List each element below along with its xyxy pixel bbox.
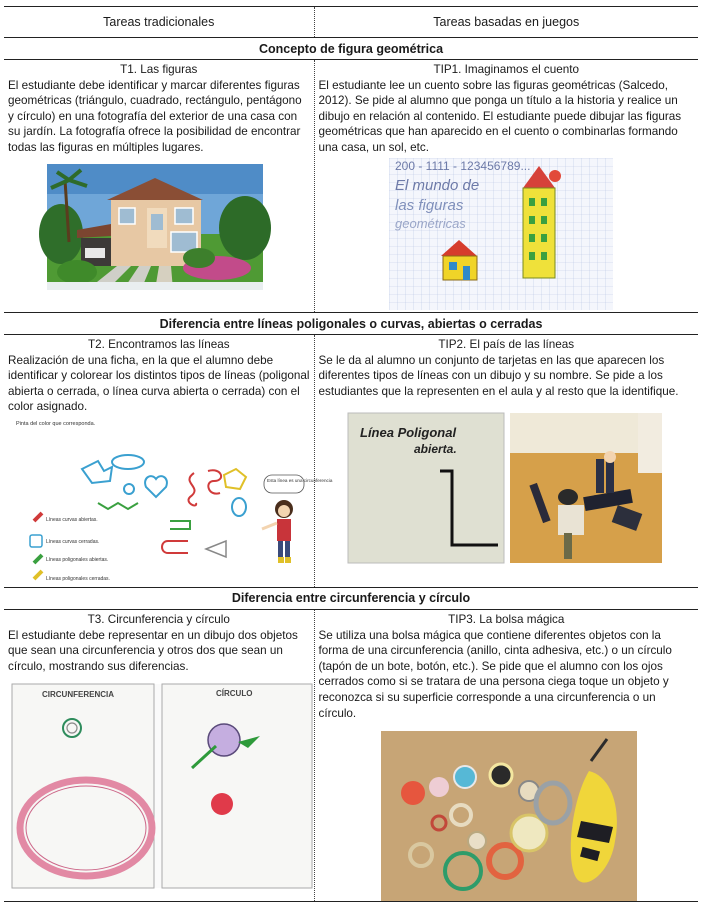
task-tip3-title: TIP3. La bolsa mágica xyxy=(448,612,565,626)
activities-table xyxy=(4,6,698,902)
task-tip3-description: Se utiliza una bolsa mágica que contiene diferentes objetos con la forma de una circunferencia (anillo, cinta adhesiva, etc.) o un círculo (tapón de un bote, botón, etc.). Se pide que el alumno con los ojos cerrados como si se tratara de una persona ciega toque un objeto y reconozca si su superficie corresponde a una circunferencia o un círculo. xyxy=(318,628,672,720)
section-2-content-row xyxy=(4,335,698,588)
section-3-title: Diferencia entre circunferencia y círculo xyxy=(4,587,698,609)
task-t1-description: El estudiante debe identificar y marcar diferentes figuras geométricas (triángulo, cuadrado, rectángulo, pentágono y círculo) en una fotografía del exterior de una casa con su jardín. La fotografía ofrece la posibilidad de encontrar todas las figuras en múltiples lugares. xyxy=(8,78,302,154)
task-t3-cell xyxy=(4,609,314,901)
task-t2-title: T2. Encontramos las líneas xyxy=(87,338,230,351)
task-t1-cell xyxy=(4,60,314,313)
task-t2-description: Realización de una ficha, en la que el alumno debe identificar y colorear los distintos tipos de líneas (poligonal abierta o cerrada, o línea curva abierta o cerrada) con el color asignado. xyxy=(8,353,310,414)
task-t2-cell xyxy=(4,335,333,588)
magic-bag-photo xyxy=(381,731,637,901)
worksheet-instruction: Pinta del color que corresponda. xyxy=(16,420,96,427)
section-heading-row xyxy=(4,587,698,609)
worksheet-legend-1: Líneas curvas abiertas. xyxy=(46,516,98,523)
task-t3-title: T3. Circunferencia y círculo xyxy=(87,612,230,626)
section-heading-row xyxy=(4,313,698,335)
drawing-title-line-1: El mundo de xyxy=(394,176,479,194)
task-tip3-cell xyxy=(314,609,698,901)
section-heading-row xyxy=(4,38,698,60)
header-traditional-tasks: Tareas tradicionales xyxy=(4,7,314,38)
section-2-title: Diferencia entre líneas poligonales o curvas, abiertas o cerradas xyxy=(4,313,698,335)
drawing-label-circulo: CÍRCULO xyxy=(216,689,253,699)
section-1-content-row xyxy=(4,60,698,313)
lines-worksheet xyxy=(12,417,333,587)
task-t1-title: T1. Las figuras xyxy=(120,63,198,76)
task-tip2-title: TIP2. El país de las líneas xyxy=(438,338,575,351)
task-tip1-description: El estudiante lee un cuento sobre las figuras geométricas (Salcedo, 2012). Se pide al alumno que ponga un título a la historia y realice un dibujo en relación al contenido. El estudiante puede dibujar las figuras geométricas que han aparecido en el cuento o combinarlas formando una casa, un sol, etc. xyxy=(318,78,682,154)
drawing-title-line-3: geométricas xyxy=(394,215,466,231)
card-text-line-2: abierta. xyxy=(413,442,457,457)
header-game-tasks: Tareas basadas en juegos xyxy=(314,7,698,38)
story-drawing xyxy=(389,158,613,310)
worksheet-legend-4: Líneas poligonales cerradas. xyxy=(46,575,110,582)
drawing-title-line-2: las figuras xyxy=(394,196,463,214)
task-tip1-title: TIP1. Imaginamos el cuento xyxy=(433,63,580,76)
drawing-numbers: 200 - 1111 - 123456789... xyxy=(394,158,530,173)
circle-drawing xyxy=(12,684,312,888)
table-header-row xyxy=(4,7,698,38)
task-tip2-cell xyxy=(314,335,698,588)
task-tip2-description: Se le da al alumno un conjunto de tarjetas en las que aparecen los diferentes tipos de líneas con un dibujo y su nombre. Se pide a los estudiantes que la representen en el aula y al resto que la identifique. xyxy=(318,353,679,398)
drawing-label-circunferencia: CIRCUNFERENCIA xyxy=(42,690,114,700)
worksheet-legend-2: Líneas curvas cerradas. xyxy=(46,538,100,545)
card-text-line-1: Línea Poligonal xyxy=(359,425,456,441)
section-3-content-row xyxy=(4,609,698,901)
task-tip1-cell xyxy=(314,60,698,313)
section-1-title: Concepto de figura geométrica xyxy=(4,38,698,60)
house-photo xyxy=(47,164,263,290)
line-cards-photos xyxy=(348,413,662,563)
worksheet-bubble: Esta línea es una circunferencia xyxy=(267,477,333,483)
worksheet-legend-3: Líneas poligonales abiertas. xyxy=(46,556,109,563)
task-t3-description: El estudiante debe representar en un dibujo dos objetos que sean una circunferencia y otros dos que sean un círculo, mostrando sus diferencias. xyxy=(8,628,298,673)
